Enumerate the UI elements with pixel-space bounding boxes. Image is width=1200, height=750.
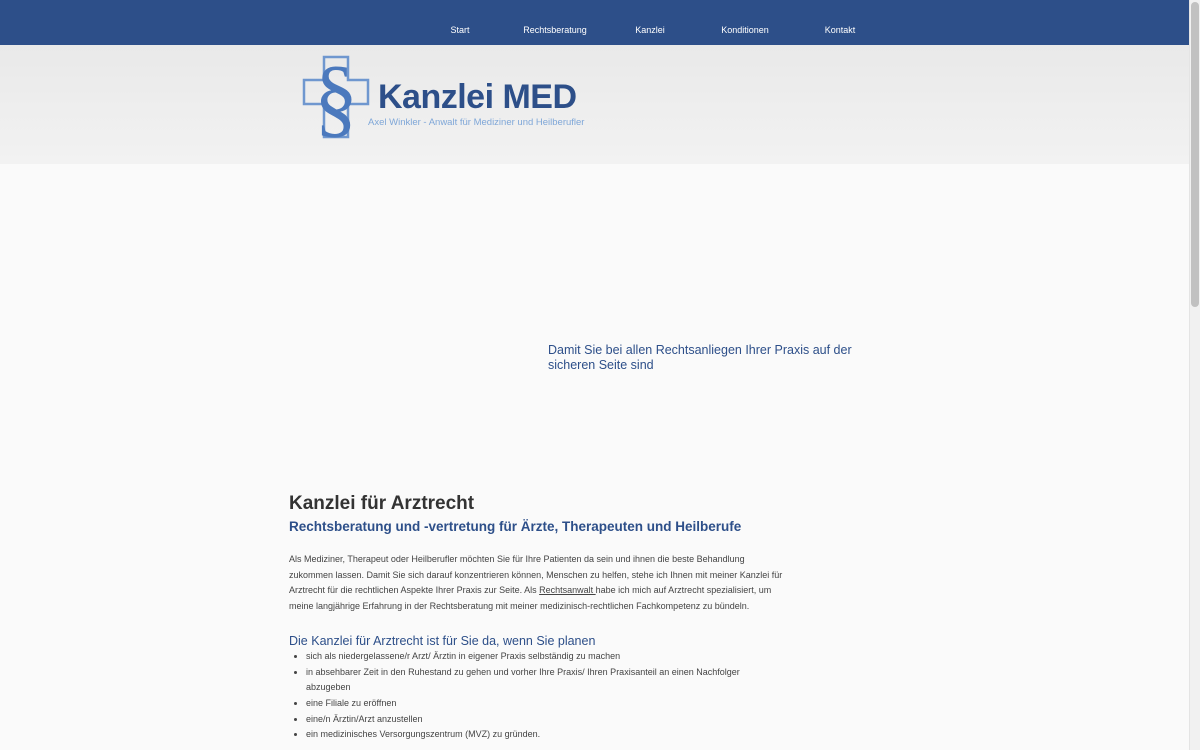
intro-paragraph [289, 552, 787, 615]
site-header [0, 45, 1190, 164]
rechtsanwalt-link[interactable]: Rechtsanwalt [539, 585, 596, 596]
nav-item-kanzlei[interactable]: Kanzlei [635, 25, 665, 35]
list-item: • eine Filiale zu eröffnen [306, 696, 766, 712]
plan-heading: Die Kanzlei für Arztrecht ist für Sie da, wenn Sie planen [289, 633, 596, 648]
logo-title[interactable]: Kanzlei MED [378, 78, 577, 116]
plan-list [289, 649, 766, 743]
intro-text-end: habe ich mich auf Arztrecht spezialisiert, um meine langjährige Erfahrung in der Rechtsberatung mit meiner medizinisch-rechtlichen Fachkompetenz zu bündeln. [289, 585, 772, 612]
page-subtitle: Rechtsberatung und -vertretung für Ärzte, Therapeuten und Heilberufe [289, 519, 742, 534]
nav-item-konditionen[interactable]: Konditionen [721, 25, 769, 35]
svg-text:§: § [314, 52, 358, 140]
nav-item-kontakt[interactable]: Kontakt [824, 25, 856, 35]
logo-subtitle: Axel Winkler - Anwalt für Mediziner und Heilberufler [368, 117, 585, 128]
main-content [289, 492, 789, 743]
top-navigation-bar [0, 0, 1190, 45]
page-title: Kanzlei für Arztrecht [289, 493, 475, 514]
nav-item-rechtsberatung[interactable]: Rechtsberatung [523, 25, 587, 35]
hero-tagline: Damit Sie bei allen Rechtsanliegen Ihrer Praxis auf der sicheren Seite sind [548, 343, 852, 372]
vertical-scrollbar[interactable] [1189, 0, 1200, 750]
list-item: • in absehbarer Zeit in den Ruhestand zu gehen und vorher Ihre Praxis/ Ihren Praxisanteil an einen Nachfolger abzugeben [306, 665, 766, 696]
paragraph-cross-icon[interactable] [302, 52, 370, 140]
scrollbar-thumb[interactable] [1191, 2, 1199, 307]
list-item: • eine/n Ärztin/Arzt anzustellen [306, 712, 766, 728]
intro-text-start: Als Mediziner, Therapeut oder Heilberufler möchten Sie für Ihre Patienten da sein und ihnen die beste Behandlung zukommen lassen. Damit Sie sich darauf konzentrieren können, Menschen zu helfen, stehe ich Ihnen mit meiner Kanzlei für Arztrecht für die rechtlichen Aspekte Ihrer Praxis zur Seite. Als [289, 554, 783, 596]
main-nav [0, 0, 1190, 45]
list-item: • sich als niedergelassene/r Arzt/ Ärztin in eigener Praxis selbständig zu machen [306, 649, 766, 665]
list-item: • ein medizinisches Versorgungszentrum (MVZ) zu gründen. [306, 727, 766, 743]
nav-item-start[interactable]: Start [450, 25, 470, 35]
